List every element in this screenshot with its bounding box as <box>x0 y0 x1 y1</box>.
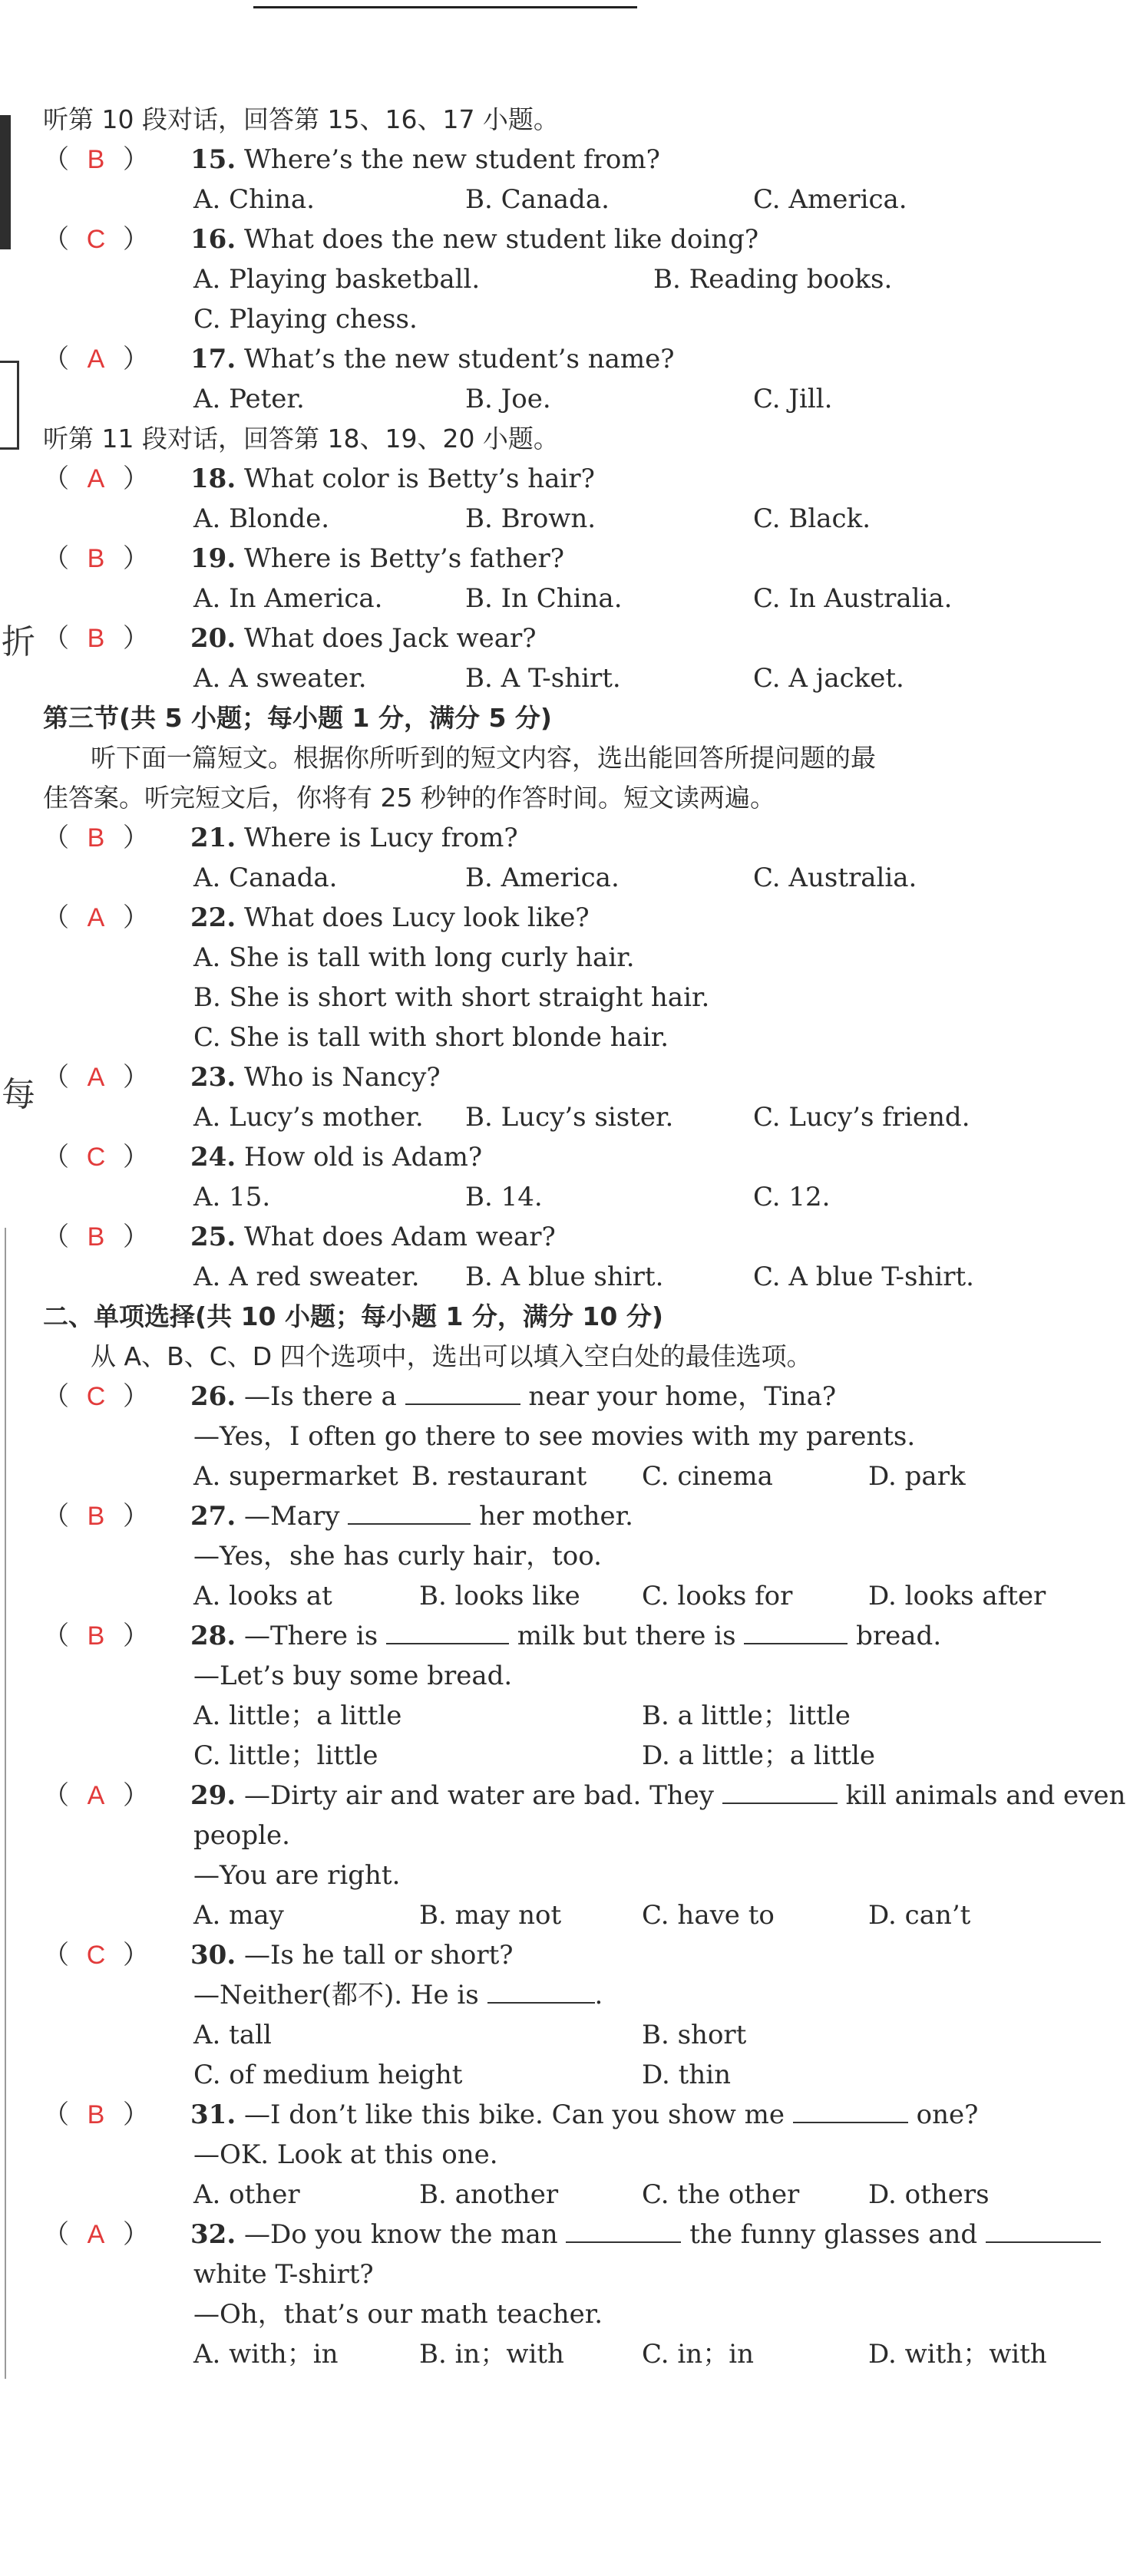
option-d: D. thin <box>642 2060 731 2090</box>
question-18: （ A ） 18. What color is Betty’s hair? <box>43 459 1125 499</box>
fill-blank <box>744 1617 848 1644</box>
option-c: C. A jacket. <box>753 663 904 694</box>
option-c: C. the other <box>642 2179 800 2210</box>
option-c: C. Black. <box>753 503 871 534</box>
option-c: C. looks for <box>642 1581 793 1611</box>
question-text: What does the new student like doing? <box>243 224 759 255</box>
question-30: （ C ） 30. —Is he tall or short? <box>43 1935 1125 1975</box>
question-25: （ B ） 25. What does Adam wear? <box>43 1217 1125 1257</box>
option-c: C. Australia. <box>753 863 917 893</box>
question-text: What color is Betty’s hair? <box>243 463 595 494</box>
options-20 <box>43 658 1125 698</box>
option-a: A. other <box>193 2179 300 2210</box>
option-b: B. 14. <box>465 1182 543 1212</box>
question-17: （ A ） 17. What’s the new student’s name? <box>43 339 1125 379</box>
option-b: B. Brown. <box>465 503 596 534</box>
options-19 <box>43 579 1125 618</box>
option-b: B. another <box>419 2179 559 2210</box>
dialogue-response: —Let’s buy some bread. <box>193 1661 513 1691</box>
dialogue-response: —OK. Look at this one. <box>193 2139 498 2170</box>
options-26 <box>43 1456 1125 1496</box>
answer-19: B <box>87 544 105 573</box>
option-d: D. with；with <box>868 2339 1047 2370</box>
option-c: C. Lucy’s friend. <box>753 1102 970 1133</box>
worksheet <box>43 100 1125 2374</box>
option-c: C. Jill. <box>753 384 833 414</box>
options-16 <box>43 259 1125 299</box>
option-a: A. She is tall with long curly hair. <box>193 942 635 973</box>
answer-24: C <box>86 1143 106 1172</box>
question-text: Where’s the new student from? <box>243 144 660 175</box>
binding-bar <box>0 115 11 249</box>
option-c: C. In Australia. <box>753 583 953 614</box>
question-text-continued: white T-shirt? <box>193 2259 374 2290</box>
option-b: B. restaurant <box>411 1461 587 1492</box>
section-title-part2: 二、单项选择(共 10 小题；每小题 1 分，满分 10 分) <box>43 1301 663 1331</box>
dialogue-response: —Oh，that’s our math teacher. <box>193 2299 603 2330</box>
question-text: —Is he tall or short? <box>243 1940 514 1971</box>
option-a: A. A sweater. <box>193 663 367 694</box>
options-31 <box>43 2175 1125 2215</box>
question-19: （ B ） 19. Where is Betty’s father? <box>43 539 1125 579</box>
dialogue-response: —Yes，she has curly hair，too. <box>193 1541 602 1572</box>
option-a: A. tall <box>193 2020 272 2050</box>
section-heading: 听第 10 段对话，回答第 15、16、17 小题。 <box>43 104 559 134</box>
option-c: C. America. <box>753 184 907 215</box>
question-text: How old is Adam? <box>243 1142 483 1173</box>
option-a: A. little；a little <box>193 1700 402 1731</box>
answer-17: A <box>87 345 105 374</box>
question-text: What does Lucy look like? <box>243 902 590 933</box>
option-d: D. others <box>868 2179 990 2210</box>
page-edge <box>5 1228 6 2379</box>
option-b: B. In China. <box>465 583 623 614</box>
instructions-line-2: 佳答案。听完短文后，你将有 25 秒钟的作答时间。短文读两遍。 <box>43 783 775 813</box>
fill-blank <box>566 2215 681 2243</box>
option-b: B. looks like <box>419 1581 580 1611</box>
option-b: B. A blue shirt. <box>465 1262 664 1292</box>
answer-29: A <box>87 1781 105 1810</box>
options-27 <box>43 1576 1125 1616</box>
options-32 <box>43 2334 1125 2374</box>
question-26: （ C ） 26. —Is there a near your home，Tina? <box>43 1377 1125 1417</box>
options-18 <box>43 499 1125 539</box>
question-32: （ A ） 32. —Do you know the man the funny glasses and <box>43 2215 1125 2254</box>
options-30-cd <box>43 2055 1125 2095</box>
question-28: （ B ） 28. —There is milk but there is bread. <box>43 1616 1125 1656</box>
fill-blank <box>793 2096 908 2123</box>
dialogue-response: —Yes，I often go there to see movies with my parents. <box>193 1421 916 1452</box>
answer-26: C <box>86 1382 106 1411</box>
question-text: Where is Lucy from? <box>243 823 518 853</box>
answer-27: B <box>87 1502 105 1531</box>
option-b: B. a little；little <box>642 1700 851 1731</box>
options-23 <box>43 1097 1125 1137</box>
section-heading: 听第 11 段对话，回答第 18、19、20 小题。 <box>43 424 559 454</box>
question-20: （ B ） 20. What does Jack wear? <box>43 618 1125 658</box>
answer-15: B <box>87 145 105 174</box>
options-28-ab <box>43 1696 1125 1736</box>
fill-blank <box>722 1776 838 1804</box>
option-c: C. cinema <box>642 1461 773 1492</box>
answer-18: A <box>87 464 105 493</box>
answer-31: B <box>87 2100 105 2129</box>
option-a: A. Blonde. <box>193 503 330 534</box>
options-21 <box>43 858 1125 898</box>
options-16-c <box>43 299 1125 339</box>
option-a: A. looks at <box>193 1581 332 1611</box>
answer-30: C <box>86 1941 106 1970</box>
option-c: C. in；in <box>642 2339 754 2370</box>
question-15: （ B ） 15. Where’s the new student from? <box>43 140 1125 180</box>
options-17 <box>43 379 1125 419</box>
option-c: C. She is tall with short blonde hair. <box>193 1022 669 1053</box>
option-a: A. may <box>193 1900 284 1931</box>
instructions-part2: 从 A、B、C、D 四个选项中，选出可以填入空白处的最佳选项。 <box>91 1341 812 1371</box>
option-a: A. In America. <box>193 583 383 614</box>
option-d: D. a little；a little <box>642 1740 875 1771</box>
fill-blank <box>487 1976 595 2004</box>
question-16: （ C ） 16. What does the new student like doing? <box>43 219 1125 259</box>
question-27: （ B ） 27. —Mary her mother. <box>43 1496 1125 1536</box>
option-d: D. looks after <box>868 1581 1046 1611</box>
option-b: B. Lucy’s sister. <box>465 1102 674 1133</box>
answer-20: B <box>87 624 105 653</box>
question-text: What’s the new student’s name? <box>243 344 675 374</box>
option-b: B. A T-shirt. <box>465 663 621 694</box>
option-a: A. Canada. <box>193 863 338 893</box>
option-b: B. may not <box>419 1900 562 1931</box>
answer-16: C <box>86 225 106 254</box>
options-25 <box>43 1257 1125 1297</box>
options-28-cd <box>43 1736 1125 1776</box>
fill-blank <box>348 1497 471 1525</box>
top-rule <box>253 6 637 8</box>
option-a: A. Lucy’s mother. <box>193 1102 424 1133</box>
binding-box <box>0 361 19 450</box>
options-15 <box>43 180 1125 219</box>
option-d: D. park <box>868 1461 966 1492</box>
options-24 <box>43 1177 1125 1217</box>
answer-21: B <box>87 823 105 853</box>
option-a: A. China. <box>193 184 315 215</box>
question-text: What does Adam wear? <box>243 1222 556 1252</box>
question-31: （ B ） 31. —I don’t like this bike. Can you show me one? <box>43 2095 1125 2135</box>
instructions-line-1: 听下面一篇短文。根据你所听到的短文内容，选出能回答所提问题的最 <box>91 743 876 773</box>
option-a: A. 15. <box>193 1182 271 1212</box>
answer-32: A <box>87 2220 105 2249</box>
options-29 <box>43 1895 1125 1935</box>
option-b: B. Canada. <box>465 184 610 215</box>
answer-25: B <box>87 1222 105 1252</box>
fill-blank <box>405 1377 520 1405</box>
option-c: C. of medium height <box>193 2060 463 2090</box>
fill-blank <box>386 1617 509 1644</box>
margin-char-2: 每 <box>2 1075 35 1114</box>
option-a: A. Playing basketball. <box>193 264 481 295</box>
question-text: Where is Betty’s father? <box>243 543 564 574</box>
option-a: A. A red sweater. <box>193 1262 420 1292</box>
section-title-part3: 第三节(共 5 小题；每小题 1 分，满分 5 分) <box>43 703 552 733</box>
option-c: C. have to <box>642 1900 775 1931</box>
question-text-continued: people. <box>193 1820 290 1851</box>
question-29: （ A ） 29. —Dirty air and water are bad. They kill animals and even <box>43 1776 1125 1816</box>
dialogue-response: —You are right. <box>193 1860 401 1891</box>
answer-28: B <box>87 1621 105 1651</box>
option-b: B. America. <box>465 863 620 893</box>
option-b: B. She is short with short straight hair. <box>193 982 710 1013</box>
options-30-ab <box>43 2015 1125 2055</box>
option-c: C. little；little <box>193 1740 378 1771</box>
question-21: （ B ） 21. Where is Lucy from? <box>43 818 1125 858</box>
question-24: （ C ） 24. How old is Adam? <box>43 1137 1125 1177</box>
option-b: B. Reading books. <box>653 264 893 295</box>
fill-blank <box>986 2215 1101 2243</box>
option-d: D. can’t <box>868 1900 971 1931</box>
option-c: C. 12. <box>753 1182 831 1212</box>
question-text: What does Jack wear? <box>243 623 537 654</box>
margin-char-1: 折 <box>2 622 35 661</box>
option-c: C. Playing chess. <box>193 304 418 335</box>
question-23: （ A ） 23. Who is Nancy? <box>43 1057 1125 1097</box>
question-22: （ A ） 22. What does Lucy look like? <box>43 898 1125 938</box>
option-b: B. in；with <box>419 2339 564 2370</box>
option-b: B. Joe. <box>465 384 551 414</box>
dialogue-response: —Neither(都不). He is . <box>43 1975 1125 2015</box>
option-a: A. supermarket <box>193 1461 398 1492</box>
option-a: A. Peter. <box>193 384 305 414</box>
answer-23: A <box>87 1063 105 1092</box>
answer-22: A <box>87 903 105 932</box>
question-text: Who is Nancy? <box>243 1062 441 1093</box>
option-b: B. short <box>642 2020 747 2050</box>
option-c: C. A blue T-shirt. <box>753 1262 974 1292</box>
option-a: A. with；in <box>193 2339 339 2370</box>
